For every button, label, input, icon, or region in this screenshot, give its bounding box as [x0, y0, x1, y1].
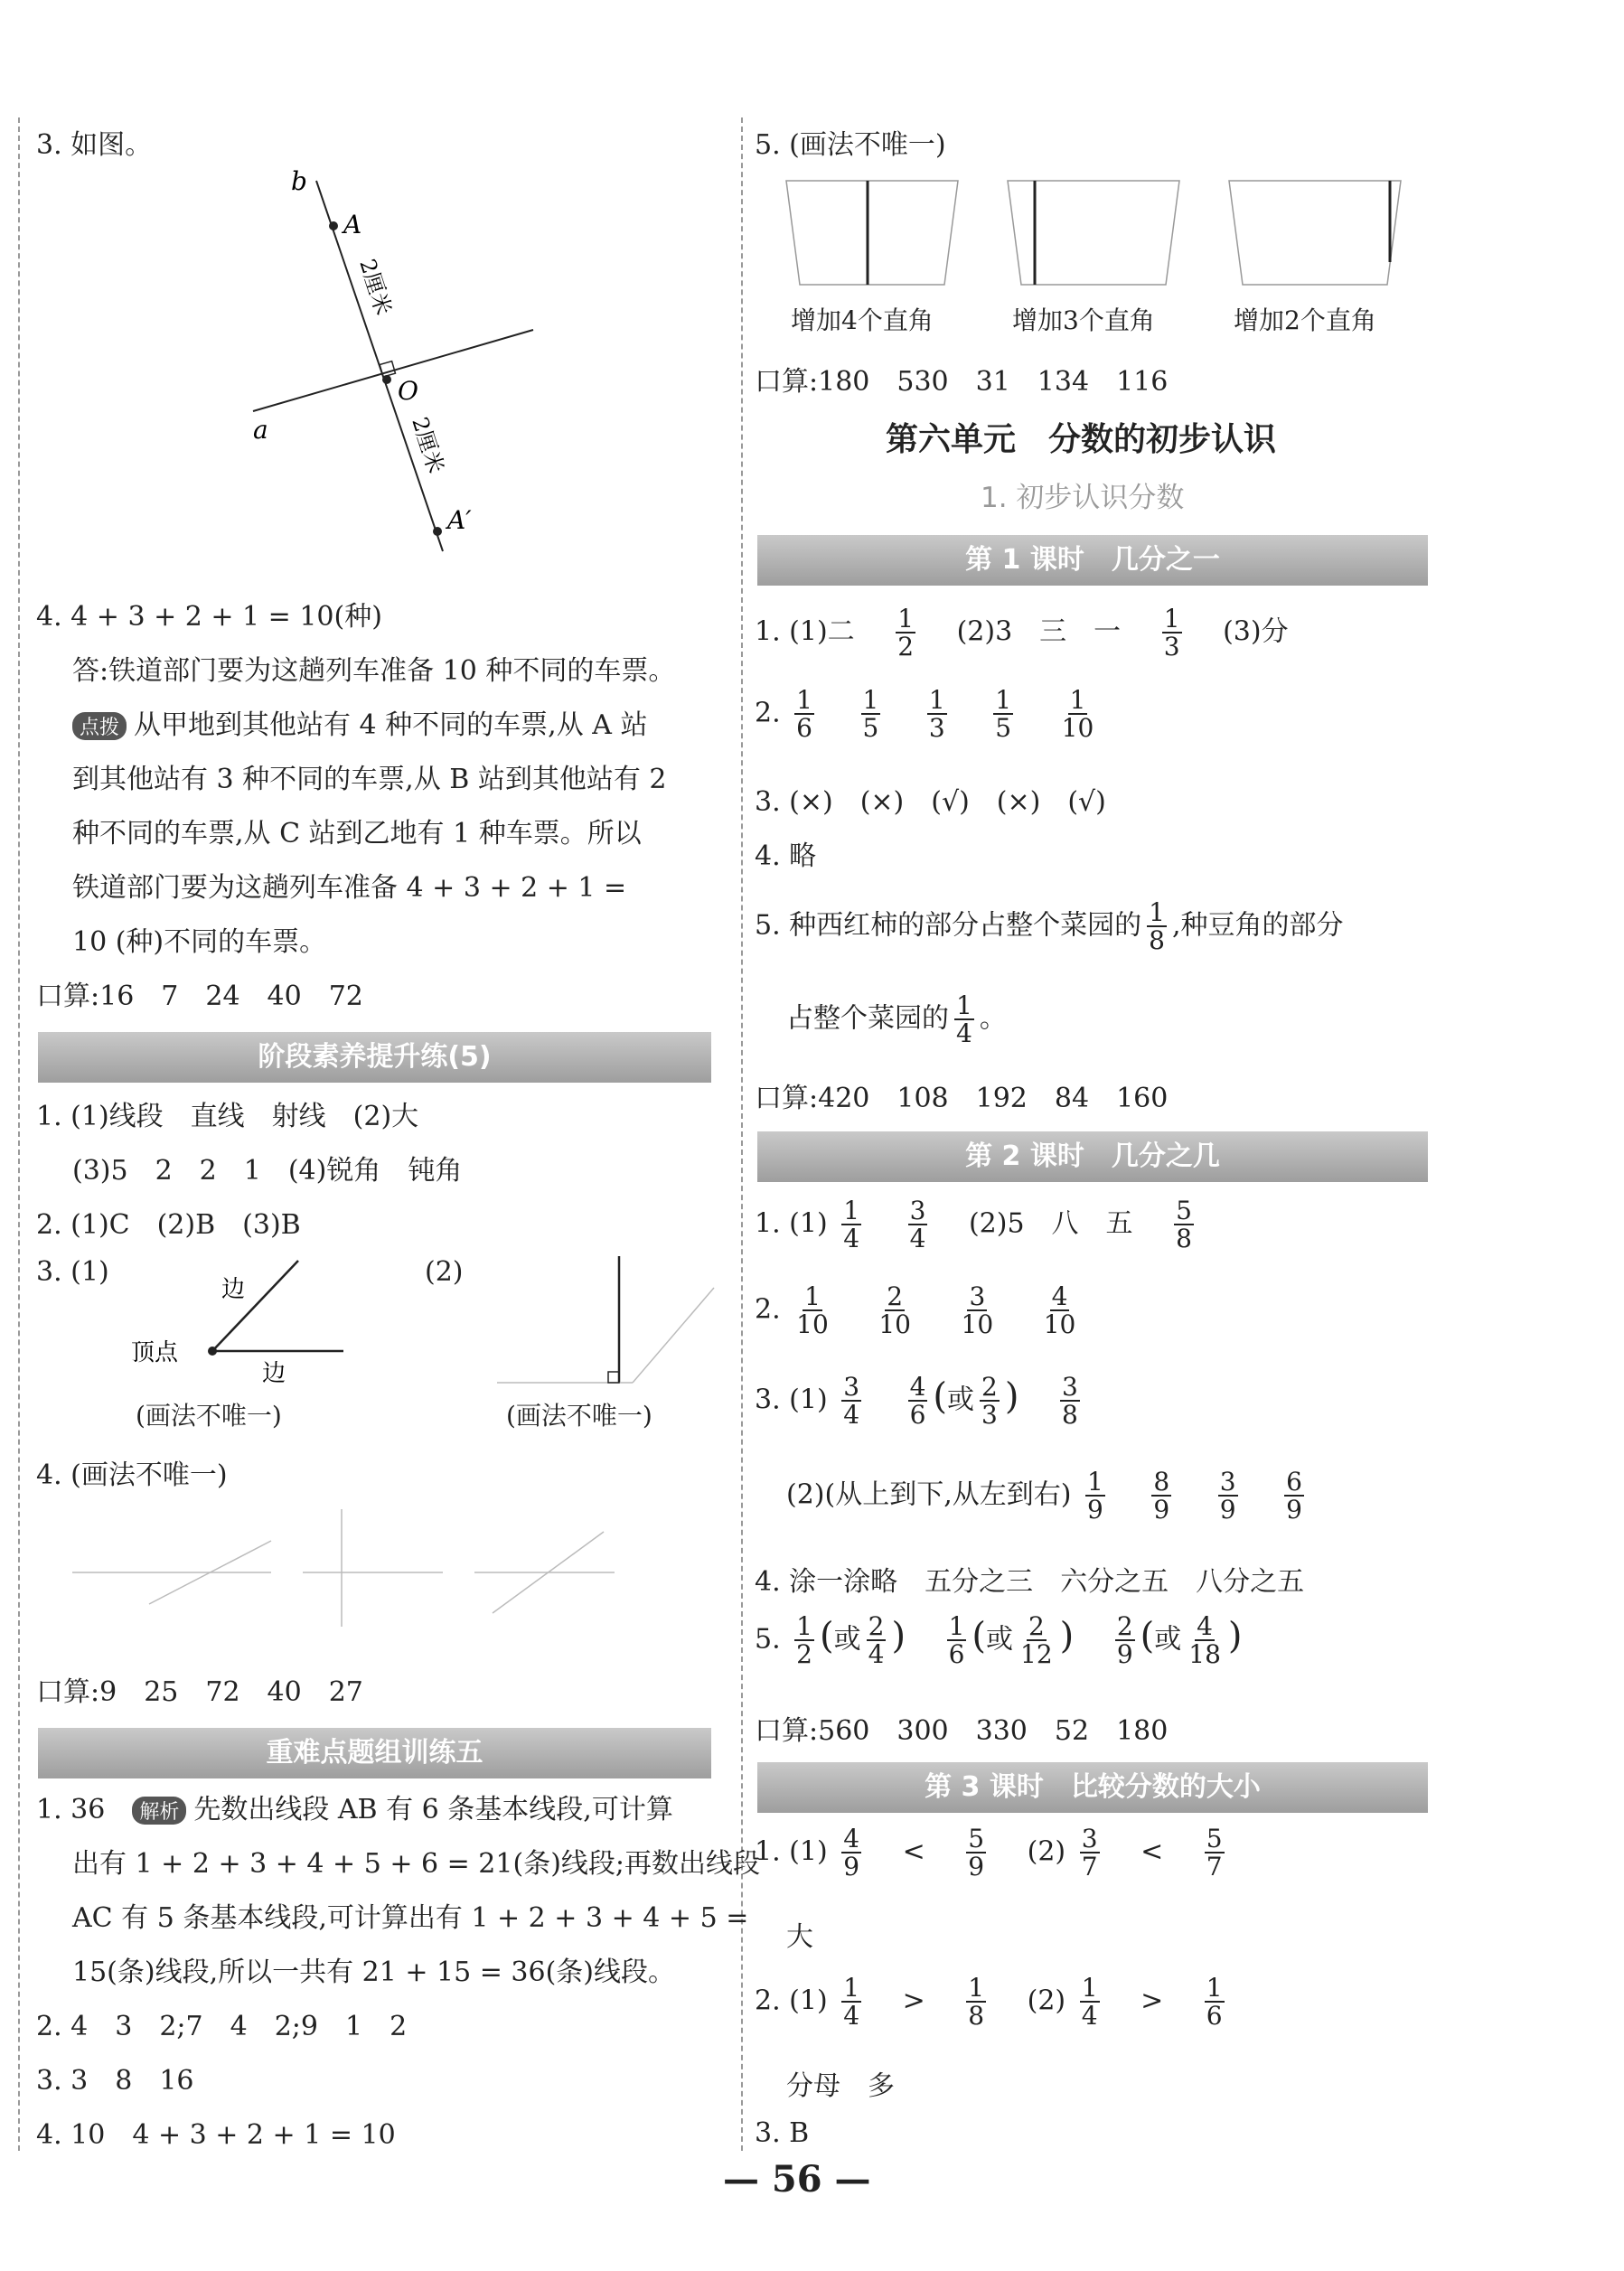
l-tip-4: 铁道部门要为这趟列车准备 4 + 3 + 2 + 1 = — [72, 872, 627, 904]
l-s3: 2. (1)C (2)B (3)B — [36, 1209, 301, 1241]
section-band-stage5: 阶段素养提升练(5) — [38, 1032, 711, 1083]
l-d7: 4. 10 4 + 3 + 2 + 1 = 10 — [36, 2119, 396, 2151]
r-oral-1: 口算:180 530 31 134 116 — [755, 366, 1169, 398]
fraction: $\frac{1}{6}$ — [948, 1611, 965, 1670]
vertex-label: 顶点 — [131, 1339, 179, 1366]
l-tip-2: 到其他站有 3 种不同的车票,从 B 站到其他站有 2 — [72, 764, 667, 795]
r-q5: 5. (画法不唯一) — [755, 129, 946, 161]
length-label-1: 2厘米 — [354, 256, 397, 319]
r-b2-q1: 1. (1) $\frac{1}{4}$ $\frac{3}{4}$ (2)5 八 五 $\frac{5}{8}$ — [755, 1196, 1192, 1254]
fraction: $\frac{1}{4}$ — [956, 990, 972, 1049]
tip-badge: 点拨 — [72, 712, 127, 740]
l-s1: 1. (1)线段 直线 射线 (2)大 — [36, 1101, 419, 1132]
section-band-lesson1: 第 1 课时 几分之一 — [757, 535, 1428, 586]
analysis-badge: 解析 — [132, 1797, 186, 1825]
fraction: $\frac{3}{4}$ — [909, 1196, 926, 1254]
fraction: $\frac{4}{10}$ — [1043, 1281, 1076, 1340]
l-d4: 15(条)线段,所以一共有 21 + 15 = 36(条)线段。 — [72, 1957, 676, 1988]
fraction: $\frac{1}{3}$ — [928, 685, 945, 744]
r-oral-3: 口算:560 300 330 52 180 — [755, 1715, 1169, 1747]
label-A-prime: A′ — [447, 505, 472, 535]
l-tip-5: 10 (种)不同的车票。 — [72, 926, 327, 958]
fraction: $\frac{2}{3}$ — [981, 1372, 998, 1431]
r-b2-q2: 2. $\frac{1}{10}$ $\frac{2}{10}$ $\frac{3}{10}$ $\frac{4}{10}$ — [755, 1281, 1076, 1340]
l-q3: 3. 如图。 — [36, 129, 153, 161]
l-s4b: (2) — [425, 1256, 464, 1288]
l-tip-3: 种不同的车票,从 C 站到乙地有 1 种车票。所以 — [72, 818, 642, 849]
r-b1-q2: 2. $\frac{1}{6}$ $\frac{1}{5}$ $\frac{1}{3}$ $\frac{1}{5}$ $\frac{1}{10}$ — [755, 685, 1094, 744]
l-q4-answer: 答:铁道部门要为这趟列车准备 10 种不同的车票。 — [72, 655, 676, 687]
l-note-2: (画法不唯一) — [506, 1401, 652, 1431]
label-O: O — [398, 376, 418, 406]
l-s2: (3)5 2 2 1 (4)锐角 钝角 — [72, 1155, 463, 1187]
l-d3: AC 有 5 条基本线段,可计算出有 1 + 2 + 3 + 4 + 5 = — [72, 1902, 749, 1934]
l-s5: 4. (画法不唯一) — [36, 1459, 228, 1491]
fraction: $\frac{1}{9}$ — [1087, 1467, 1103, 1525]
l-d1: 1. 36 解析 先数出线段 AB 有 6 条基本线段,可计算 — [36, 1794, 673, 1825]
fraction: $\frac{8}{9}$ — [1153, 1467, 1170, 1525]
fraction: $\frac{2}{9}$ — [1116, 1611, 1133, 1670]
unit-title: 第六单元 分数的初步认识 — [886, 421, 1277, 458]
r-b2-q4: 4. 涂一涂略 五分之三 六分之五 八分之五 — [755, 1566, 1305, 1598]
fraction: $\frac{1}{5}$ — [995, 685, 1012, 744]
r-b2-q3-2: (2)(从上到下,从左到右) $\frac{1}{9}$ $\frac{8}{9}$ $\frac{3}{9}$ $\frac{6}{9}$ — [786, 1467, 1302, 1525]
fraction: $\frac{3}{4}$ — [843, 1372, 860, 1431]
r-b3-fm: 分母 多 — [786, 2070, 895, 2102]
fraction: $\frac{1}{8}$ — [1149, 897, 1165, 956]
l-s4: 3. (1) — [36, 1256, 109, 1288]
fraction: $\frac{2}{12}$ — [1020, 1611, 1053, 1670]
fraction: $\frac{4}{6}$ — [909, 1372, 926, 1431]
fraction: $\frac{3}{10}$ — [961, 1281, 994, 1340]
r-b3-big: 大 — [786, 1921, 813, 1953]
edge-label-1: 边 — [221, 1276, 246, 1303]
left-margin-line — [18, 117, 20, 2151]
fraction: $\frac{5}{8}$ — [1176, 1196, 1192, 1254]
l-d2: 出有 1 + 2 + 3 + 4 + 5 + 6 = 21(条)线段;再数出线段 — [72, 1848, 761, 1880]
section-band-key-points: 重难点题组训练五 — [38, 1728, 711, 1778]
fraction: $\frac{3}{7}$ — [1081, 1824, 1098, 1882]
trapezoid-figures — [777, 172, 1464, 298]
r-b2-q3: 3. (1) $\frac{3}{4}$ $\frac{4}{6}$ (或 $\frac{2}{3}$ ) $\frac{3}{8}$ — [755, 1372, 1078, 1431]
fraction: $\frac{1}{6}$ — [1206, 1973, 1223, 2032]
edge-label-2: 边 — [262, 1360, 286, 1383]
unit-subtitle: 1. 初步认识分数 — [981, 482, 1185, 514]
fraction: $\frac{1}{2}$ — [897, 604, 915, 662]
l-tip-1: 点拨 从甲地到其他站有 4 种不同的车票,从 A 站 — [72, 702, 647, 742]
l-d5: 2. 4 3 2;7 4 2;9 1 2 — [36, 2011, 408, 2042]
fraction: $\frac{1}{4}$ — [1081, 1973, 1098, 2032]
r-b2-q5: 5. $\frac{1}{2}$ (或 $\frac{2}{4}$ ) $\frac{1}{6}$ (或 $\frac{2}{12}$ ) $\frac{2}{9}$ (或 $\frac{4}{18}$ ) — [755, 1611, 1243, 1670]
fraction: $\frac{1}{6}$ — [796, 685, 812, 744]
l-oral-2: 口算:9 25 72 40 27 — [36, 1676, 363, 1708]
fraction: $\frac{3}{9}$ — [1219, 1467, 1236, 1525]
l-note-1: (画法不唯一) — [136, 1401, 282, 1431]
fraction: $\frac{1}{8}$ — [968, 1973, 985, 2032]
l-d6: 3. 3 8 16 — [36, 2065, 194, 2097]
r-cap-3: 增加2个直角 — [1234, 305, 1376, 335]
label-b: b — [291, 166, 307, 196]
fraction: $\frac{1}{4}$ — [843, 1973, 860, 2032]
fraction: $\frac{3}{8}$ — [1062, 1372, 1078, 1431]
angle-figure-1 — [117, 1247, 371, 1383]
label-A: A — [343, 210, 362, 239]
intersecting-lines-figure — [235, 163, 560, 569]
r-b1-q4: 4. 略 — [755, 840, 817, 872]
r-b1-q3: 3. (×) (×) (√) (×) (√) — [755, 786, 1106, 818]
fraction: $\frac{5}{9}$ — [968, 1824, 985, 1882]
fraction: $\frac{1}{2}$ — [796, 1611, 812, 1670]
l-oral-1: 口算:16 7 24 40 72 — [36, 981, 363, 1012]
l-q4: 4. 4 + 3 + 2 + 1 = 10(种) — [36, 601, 382, 633]
fraction: $\frac{4}{9}$ — [843, 1824, 860, 1882]
r-b1-q1: 1. (1)二 $\frac{1}{2}$ (2)3 三 一 $\frac{1}{3}$ (3)分 — [755, 604, 1289, 662]
page-number: — 56 — — [723, 2158, 871, 2201]
fraction: $\frac{5}{7}$ — [1206, 1824, 1223, 1882]
r-cap-1: 增加4个直角 — [791, 305, 934, 335]
r-b3-q2: 2. (1) $\frac{1}{4}$ > $\frac{1}{8}$ (2) $\frac{1}{4}$ > $\frac{1}{6}$ — [755, 1973, 1223, 2032]
draw-angles-figure — [63, 1500, 642, 1636]
fraction: $\frac{6}{9}$ — [1286, 1467, 1302, 1525]
angle-figure-2 — [479, 1247, 723, 1392]
r-b3-q3: 3. B — [755, 2117, 810, 2149]
length-label-2: 2厘米 — [407, 414, 449, 477]
fraction: $\frac{1}{5}$ — [862, 685, 879, 744]
fraction: $\frac{1}{3}$ — [1163, 604, 1180, 662]
label-a: a — [253, 415, 268, 445]
fraction: $\frac{2}{4}$ — [868, 1611, 885, 1670]
r-b1-q5: 5. 种西红柿的部分占整个菜园的 $\frac{1}{8}$ ,种豆角的部分 — [755, 897, 1344, 956]
r-b3-q1: 1. (1) $\frac{4}{9}$ < $\frac{5}{9}$ (2) $\frac{3}{7}$ < $\frac{5}{7}$ — [755, 1824, 1223, 1882]
fraction: $\frac{2}{10}$ — [878, 1281, 911, 1340]
fraction: $\frac{4}{18}$ — [1188, 1611, 1221, 1670]
fraction: $\frac{1}{10}$ — [796, 1281, 829, 1340]
fraction: $\frac{1}{10}$ — [1061, 685, 1094, 744]
section-band-lesson2: 第 2 课时 几分之几 — [757, 1131, 1428, 1182]
fraction: $\frac{1}{4}$ — [843, 1196, 860, 1254]
r-oral-2: 口算:420 108 192 84 160 — [755, 1083, 1169, 1114]
r-b1-q5-cont: 占整个菜园的 $\frac{1}{4}$ 。 — [786, 990, 1007, 1049]
r-cap-2: 增加3个直角 — [1012, 305, 1155, 335]
section-band-lesson3: 第 3 课时 比较分数的大小 — [757, 1762, 1428, 1813]
